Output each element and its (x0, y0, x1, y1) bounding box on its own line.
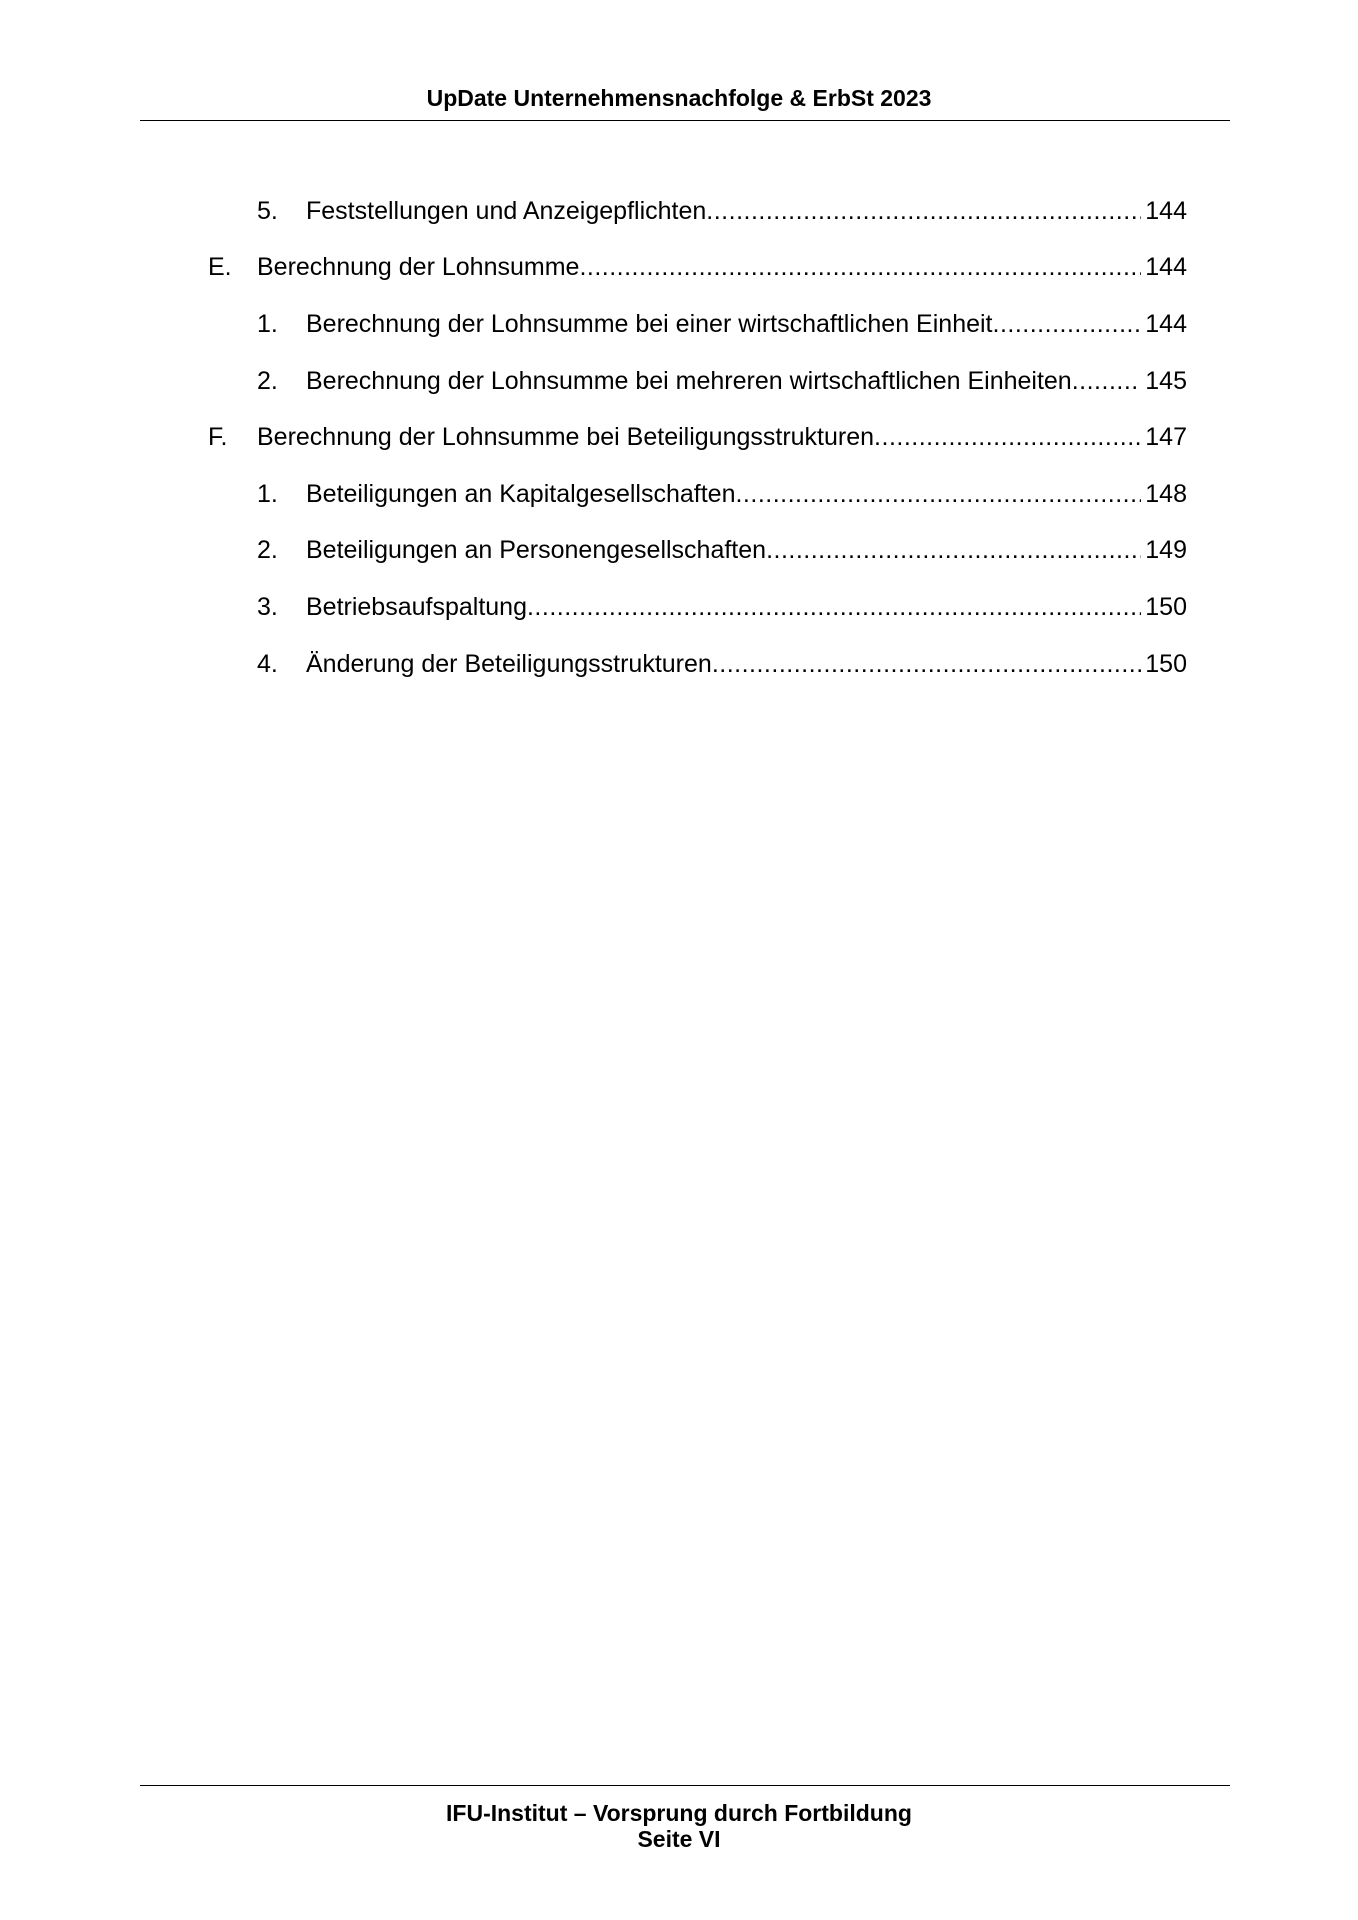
toc-entry[interactable] (257, 194, 1187, 228)
toc-dot-leader (579, 250, 1141, 284)
toc-entry-number: 1. (257, 480, 278, 508)
header-rule (140, 120, 1230, 121)
toc-entry-title: Berechnung der Lohnsumme bei einer wirtschaftlichen Einheit (306, 310, 993, 338)
toc-entry-title: Änderung der Beteiligungsstrukturen (306, 650, 712, 678)
footer-rule (140, 1785, 1230, 1786)
toc-entry-page: 150 (1145, 650, 1187, 678)
toc-dot-leader (766, 533, 1141, 567)
toc-entry[interactable] (257, 307, 1187, 341)
toc-dot-leader (1072, 364, 1142, 398)
toc-entry-title: Beteiligungen an Personengesellschaften (306, 536, 767, 564)
toc-entry-title: Feststellungen und Anzeigepflichten (306, 197, 707, 225)
toc-entry-page: 144 (1145, 253, 1187, 281)
toc-entry-page: 150 (1145, 593, 1187, 621)
toc-entry-number: F. (208, 423, 228, 451)
toc-dot-leader (527, 590, 1141, 624)
toc-entry[interactable] (257, 647, 1187, 681)
page-header-title: UpDate Unternehmensnachfolge & ErbSt 2023 (426, 85, 932, 111)
toc-entry-page: 147 (1145, 423, 1187, 451)
toc-entry-number: 1. (257, 310, 278, 338)
toc-entry-number: 2. (257, 536, 278, 564)
footer-institute: IFU-Institut – Vorsprung durch Fortbildung (446, 1800, 912, 1826)
toc-entry-number: 5. (257, 197, 278, 225)
toc-entry-number: 2. (257, 367, 278, 395)
footer-page-number: Seite VI (637, 1826, 721, 1852)
toc-entry-page: 149 (1145, 536, 1187, 564)
toc-entry-number: 3. (257, 593, 278, 621)
toc-dot-leader (735, 477, 1141, 511)
toc-entry-title: Beteiligungen an Kapitalgesellschaften (306, 480, 736, 508)
toc-dot-leader (993, 307, 1142, 341)
toc-entry-page: 148 (1145, 480, 1187, 508)
toc-entry[interactable] (257, 364, 1187, 398)
toc-entry-title: Berechnung der Lohnsumme (257, 253, 580, 281)
toc-entry[interactable] (208, 250, 1187, 284)
toc-entry[interactable] (257, 533, 1187, 567)
toc-entry-title: Betriebsaufspaltung (306, 593, 527, 621)
toc-entry-title: Berechnung der Lohnsumme bei Beteiligungsstrukturen (257, 423, 875, 451)
toc-entry-page: 145 (1145, 367, 1187, 395)
toc-dot-leader (706, 194, 1141, 228)
toc-entry[interactable] (257, 477, 1187, 511)
toc-entry-page: 144 (1145, 197, 1187, 225)
toc-entry-number: E. (208, 253, 232, 281)
toc-entry[interactable] (208, 420, 1187, 454)
toc-entry-number: 4. (257, 650, 278, 678)
toc-dot-leader (874, 420, 1141, 454)
toc-dot-leader (712, 647, 1141, 681)
toc-entry-page: 144 (1145, 310, 1187, 338)
toc-entry[interactable] (257, 590, 1187, 624)
toc-entry-title: Berechnung der Lohnsumme bei mehreren wirtschaftlichen Einheiten (306, 367, 1072, 395)
